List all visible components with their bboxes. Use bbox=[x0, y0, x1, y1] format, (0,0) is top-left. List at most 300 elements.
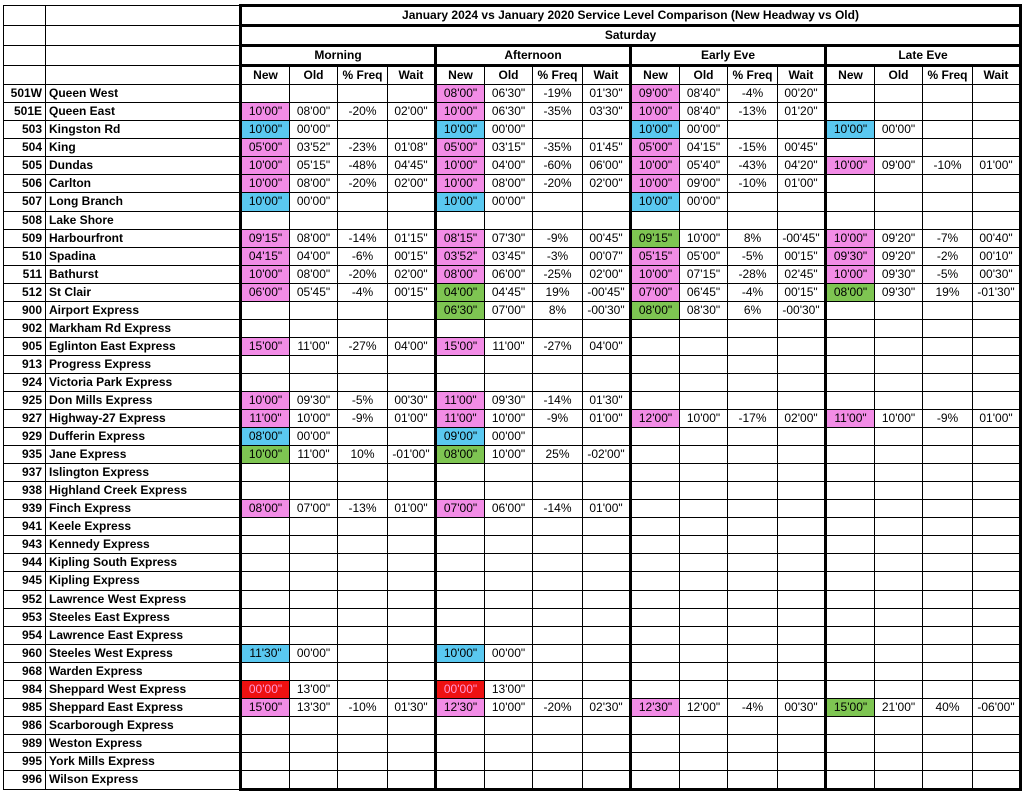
empty-cell bbox=[241, 554, 290, 572]
freq-change-cell: -9% bbox=[533, 410, 583, 428]
empty-cell bbox=[533, 770, 583, 789]
freq-change-cell: -20% bbox=[338, 103, 388, 121]
new-headway-cell: 11'00" bbox=[436, 410, 485, 428]
empty-cell bbox=[826, 716, 875, 734]
table-row bbox=[4, 319, 1021, 337]
wait-change-cell bbox=[388, 680, 436, 698]
empty-cell bbox=[680, 572, 728, 590]
wait-change-cell: -00'45" bbox=[778, 229, 826, 247]
empty-cell bbox=[533, 319, 583, 337]
empty-cell bbox=[973, 590, 1021, 608]
table-row bbox=[4, 373, 1021, 391]
empty-cell bbox=[826, 482, 875, 500]
freq-change-cell: -9% bbox=[338, 410, 388, 428]
empty-cell bbox=[533, 752, 583, 770]
empty-cell bbox=[778, 680, 826, 698]
empty-cell bbox=[778, 716, 826, 734]
empty-cell bbox=[338, 662, 388, 680]
route-number: 941 bbox=[4, 518, 46, 536]
empty-cell bbox=[583, 518, 631, 536]
empty-cell bbox=[485, 734, 533, 752]
empty-cell bbox=[436, 554, 485, 572]
route-name: Dundas bbox=[46, 157, 241, 175]
freq-change-cell: -20% bbox=[533, 698, 583, 716]
old-headway-cell: 09'20" bbox=[875, 247, 923, 265]
old-headway-cell: 09'00" bbox=[680, 175, 728, 193]
route-number: 945 bbox=[4, 572, 46, 590]
table-row bbox=[4, 572, 1021, 590]
empty-cell bbox=[680, 608, 728, 626]
empty-cell bbox=[680, 536, 728, 554]
empty-cell bbox=[583, 590, 631, 608]
empty-cell bbox=[875, 482, 923, 500]
wait-change-cell: 01'45" bbox=[583, 139, 631, 157]
empty-cell bbox=[338, 518, 388, 536]
empty-cell bbox=[973, 193, 1021, 211]
old-headway-cell: 12'00" bbox=[680, 698, 728, 716]
empty-cell bbox=[875, 139, 923, 157]
wait-change-cell bbox=[388, 428, 436, 446]
old-headway-cell: 00'00" bbox=[485, 644, 533, 662]
old-headway-cell: 10'00" bbox=[290, 410, 338, 428]
empty-cell bbox=[680, 337, 728, 355]
route-number: 937 bbox=[4, 464, 46, 482]
empty-cell bbox=[680, 428, 728, 446]
empty-cell bbox=[290, 626, 338, 644]
empty-cell bbox=[436, 536, 485, 554]
empty-cell bbox=[973, 770, 1021, 789]
route-number: 507 bbox=[4, 193, 46, 211]
wait-change-cell: 00'15" bbox=[388, 283, 436, 301]
freq-change-cell: -14% bbox=[338, 229, 388, 247]
empty-cell bbox=[680, 211, 728, 229]
empty-cell bbox=[728, 734, 778, 752]
empty-cell bbox=[436, 734, 485, 752]
wait-change-cell: 01'30" bbox=[583, 391, 631, 409]
empty-cell bbox=[778, 355, 826, 373]
new-headway-cell: 10'00" bbox=[631, 193, 680, 211]
new-headway-cell: 10'00" bbox=[436, 103, 485, 121]
freq-change-cell: -3% bbox=[533, 247, 583, 265]
empty-cell bbox=[485, 662, 533, 680]
empty-cell bbox=[826, 193, 875, 211]
route-name: Harbourfront bbox=[46, 229, 241, 247]
route-number: 985 bbox=[4, 698, 46, 716]
empty-cell bbox=[778, 734, 826, 752]
empty-cell bbox=[290, 355, 338, 373]
old-headway-cell: 08'00" bbox=[290, 265, 338, 283]
empty-cell bbox=[728, 716, 778, 734]
route-number: 953 bbox=[4, 608, 46, 626]
old-headway-cell: 06'30" bbox=[485, 103, 533, 121]
empty-cell bbox=[923, 590, 973, 608]
empty-cell bbox=[826, 590, 875, 608]
empty-cell bbox=[631, 752, 680, 770]
route-name: Progress Express bbox=[46, 355, 241, 373]
table-row bbox=[4, 716, 1021, 734]
new-headway-cell: 10'00" bbox=[826, 157, 875, 175]
empty-cell bbox=[290, 572, 338, 590]
empty-cell bbox=[875, 193, 923, 211]
empty-cell bbox=[436, 464, 485, 482]
freq-change-cell: -35% bbox=[533, 139, 583, 157]
empty-cell bbox=[923, 337, 973, 355]
old-headway-cell: 05'00" bbox=[680, 247, 728, 265]
new-headway-cell: 12'30" bbox=[631, 698, 680, 716]
wait-change-cell: 01'20" bbox=[778, 103, 826, 121]
new-headway-cell: 10'00" bbox=[631, 157, 680, 175]
empty-cell bbox=[338, 536, 388, 554]
empty-cell bbox=[728, 518, 778, 536]
subcolumn-header-new: New bbox=[241, 66, 290, 85]
empty-cell bbox=[583, 482, 631, 500]
empty-cell bbox=[338, 716, 388, 734]
empty-cell bbox=[388, 518, 436, 536]
empty-cell bbox=[631, 337, 680, 355]
empty-cell bbox=[631, 554, 680, 572]
table-row bbox=[4, 85, 1021, 103]
empty-cell bbox=[973, 103, 1021, 121]
subcolumn-header-wait: Wait bbox=[388, 66, 436, 85]
table-row bbox=[4, 211, 1021, 229]
table-row bbox=[4, 428, 1021, 446]
route-number: 935 bbox=[4, 446, 46, 464]
empty-cell bbox=[728, 608, 778, 626]
empty-cell bbox=[875, 391, 923, 409]
route-number: 938 bbox=[4, 482, 46, 500]
empty-cell bbox=[241, 536, 290, 554]
empty-cell bbox=[388, 716, 436, 734]
table-row bbox=[4, 518, 1021, 536]
empty-cell bbox=[680, 716, 728, 734]
route-number: 509 bbox=[4, 229, 46, 247]
wait-change-cell bbox=[778, 193, 826, 211]
wait-change-cell: 00'30" bbox=[778, 698, 826, 716]
freq-change-cell: -13% bbox=[728, 103, 778, 121]
empty-cell bbox=[973, 391, 1021, 409]
new-headway-cell: 10'00" bbox=[241, 446, 290, 464]
empty-cell bbox=[680, 391, 728, 409]
empty-cell bbox=[875, 716, 923, 734]
table-row bbox=[4, 464, 1021, 482]
empty-cell bbox=[973, 85, 1021, 103]
empty-cell bbox=[533, 662, 583, 680]
freq-change-cell: -14% bbox=[533, 391, 583, 409]
empty-cell bbox=[436, 211, 485, 229]
empty-cell bbox=[923, 391, 973, 409]
empty-cell bbox=[778, 644, 826, 662]
wait-change-cell bbox=[583, 428, 631, 446]
empty-cell bbox=[973, 626, 1021, 644]
wait-change-cell bbox=[388, 644, 436, 662]
route-name: Eglinton East Express bbox=[46, 337, 241, 355]
empty-cell bbox=[388, 355, 436, 373]
old-headway-cell: 08'30" bbox=[680, 301, 728, 319]
freq-change-cell: -20% bbox=[338, 265, 388, 283]
table-row bbox=[4, 662, 1021, 680]
empty-cell bbox=[875, 446, 923, 464]
route-name: Queen West bbox=[46, 85, 241, 103]
empty-cell bbox=[533, 355, 583, 373]
freq-change-cell: -5% bbox=[728, 247, 778, 265]
corner-cell bbox=[46, 6, 241, 26]
empty-cell bbox=[241, 211, 290, 229]
empty-cell bbox=[973, 319, 1021, 337]
wait-change-cell: 01'00" bbox=[778, 175, 826, 193]
new-headway-cell: 08'00" bbox=[241, 500, 290, 518]
table-row bbox=[4, 103, 1021, 121]
empty-cell bbox=[680, 752, 728, 770]
empty-cell bbox=[631, 716, 680, 734]
empty-cell bbox=[338, 734, 388, 752]
freq-change-cell: 19% bbox=[923, 283, 973, 301]
empty-cell bbox=[923, 103, 973, 121]
wait-change-cell bbox=[388, 193, 436, 211]
freq-change-cell: -35% bbox=[533, 103, 583, 121]
wait-change-cell bbox=[583, 644, 631, 662]
empty-cell bbox=[728, 752, 778, 770]
new-headway-cell: 15'00" bbox=[436, 337, 485, 355]
route-name: Lawrence West Express bbox=[46, 590, 241, 608]
empty-cell bbox=[826, 500, 875, 518]
freq-change-cell: 8% bbox=[533, 301, 583, 319]
empty-cell bbox=[973, 337, 1021, 355]
empty-cell bbox=[533, 518, 583, 536]
empty-cell bbox=[778, 554, 826, 572]
table-body bbox=[4, 85, 1021, 790]
empty-cell bbox=[728, 482, 778, 500]
old-headway-cell: 04'00" bbox=[290, 247, 338, 265]
empty-cell bbox=[388, 211, 436, 229]
empty-cell bbox=[631, 211, 680, 229]
empty-cell bbox=[875, 536, 923, 554]
empty-cell bbox=[875, 355, 923, 373]
table-row bbox=[4, 608, 1021, 626]
wait-change-cell: 02'00" bbox=[583, 265, 631, 283]
empty-cell bbox=[631, 373, 680, 391]
empty-cell bbox=[583, 319, 631, 337]
new-headway-cell: 08'00" bbox=[631, 301, 680, 319]
old-headway-cell: 06'00" bbox=[485, 265, 533, 283]
new-headway-cell: 10'00" bbox=[436, 193, 485, 211]
empty-cell bbox=[338, 85, 388, 103]
empty-cell bbox=[338, 482, 388, 500]
empty-cell bbox=[728, 500, 778, 518]
old-headway-cell: 11'00" bbox=[290, 337, 338, 355]
day-header: Saturday bbox=[241, 26, 1021, 46]
empty-cell bbox=[436, 770, 485, 789]
empty-cell bbox=[338, 770, 388, 789]
empty-cell bbox=[875, 464, 923, 482]
subcolumn-header-old: Old bbox=[680, 66, 728, 85]
empty-cell bbox=[826, 734, 875, 752]
empty-cell bbox=[583, 572, 631, 590]
empty-cell bbox=[485, 590, 533, 608]
freq-change-cell: -23% bbox=[338, 139, 388, 157]
freq-change-cell bbox=[533, 193, 583, 211]
corner-cell bbox=[46, 66, 241, 85]
period-header-late-eve: Late Eve bbox=[826, 46, 1021, 66]
empty-cell bbox=[923, 355, 973, 373]
wait-change-cell: -01'00" bbox=[388, 446, 436, 464]
empty-cell bbox=[485, 626, 533, 644]
empty-cell bbox=[875, 770, 923, 789]
empty-cell bbox=[631, 608, 680, 626]
empty-cell bbox=[631, 662, 680, 680]
freq-change-cell: -20% bbox=[533, 175, 583, 193]
subcolumn-header-freq: % Freq bbox=[923, 66, 973, 85]
empty-cell bbox=[680, 770, 728, 789]
empty-cell bbox=[875, 319, 923, 337]
empty-cell bbox=[875, 337, 923, 355]
empty-cell bbox=[680, 734, 728, 752]
table-row bbox=[4, 734, 1021, 752]
route-name: Don Mills Express bbox=[46, 391, 241, 409]
new-headway-cell: 09'00" bbox=[631, 85, 680, 103]
route-number: 511 bbox=[4, 265, 46, 283]
empty-cell bbox=[728, 536, 778, 554]
empty-cell bbox=[241, 626, 290, 644]
empty-cell bbox=[973, 482, 1021, 500]
old-headway-cell: 08'00" bbox=[290, 229, 338, 247]
old-headway-cell: 10'00" bbox=[485, 446, 533, 464]
route-number: 939 bbox=[4, 500, 46, 518]
empty-cell bbox=[631, 572, 680, 590]
empty-cell bbox=[778, 626, 826, 644]
empty-cell bbox=[778, 337, 826, 355]
route-number: 995 bbox=[4, 752, 46, 770]
empty-cell bbox=[631, 626, 680, 644]
empty-cell bbox=[728, 572, 778, 590]
route-number: 902 bbox=[4, 319, 46, 337]
empty-cell bbox=[923, 428, 973, 446]
new-headway-cell: 12'30" bbox=[436, 698, 485, 716]
route-number: 929 bbox=[4, 428, 46, 446]
empty-cell bbox=[728, 662, 778, 680]
old-headway-cell: 00'00" bbox=[680, 121, 728, 139]
empty-cell bbox=[485, 355, 533, 373]
empty-cell bbox=[241, 85, 290, 103]
new-headway-cell: 09'15" bbox=[241, 229, 290, 247]
wait-change-cell: 04'20" bbox=[778, 157, 826, 175]
route-name: Markham Rd Express bbox=[46, 319, 241, 337]
empty-cell bbox=[826, 337, 875, 355]
empty-cell bbox=[388, 464, 436, 482]
route-number: 501E bbox=[4, 103, 46, 121]
route-number: 927 bbox=[4, 410, 46, 428]
freq-change-cell bbox=[533, 121, 583, 139]
empty-cell bbox=[973, 301, 1021, 319]
subcolumn-header-wait: Wait bbox=[583, 66, 631, 85]
wait-change-cell: 02'00" bbox=[583, 175, 631, 193]
wait-change-cell: 02'00" bbox=[388, 175, 436, 193]
table-row bbox=[4, 536, 1021, 554]
corner-cell bbox=[4, 6, 46, 26]
empty-cell bbox=[338, 301, 388, 319]
wait-change-cell: 01'30" bbox=[583, 85, 631, 103]
subcolumn-header-freq: % Freq bbox=[728, 66, 778, 85]
new-headway-cell: 10'00" bbox=[826, 229, 875, 247]
empty-cell bbox=[875, 644, 923, 662]
empty-cell bbox=[728, 770, 778, 789]
empty-cell bbox=[290, 608, 338, 626]
empty-cell bbox=[923, 500, 973, 518]
empty-cell bbox=[290, 716, 338, 734]
old-headway-cell: 00'00" bbox=[290, 193, 338, 211]
route-number: 925 bbox=[4, 391, 46, 409]
route-number: 501W bbox=[4, 85, 46, 103]
empty-cell bbox=[388, 373, 436, 391]
empty-cell bbox=[290, 536, 338, 554]
empty-cell bbox=[973, 464, 1021, 482]
empty-cell bbox=[826, 373, 875, 391]
freq-change-cell bbox=[923, 121, 973, 139]
empty-cell bbox=[290, 85, 338, 103]
empty-cell bbox=[728, 319, 778, 337]
empty-cell bbox=[485, 770, 533, 789]
route-number: 954 bbox=[4, 626, 46, 644]
corner-cell bbox=[4, 46, 46, 66]
empty-cell bbox=[826, 391, 875, 409]
old-headway-cell: 04'00" bbox=[485, 157, 533, 175]
empty-cell bbox=[875, 518, 923, 536]
empty-cell bbox=[485, 482, 533, 500]
empty-cell bbox=[583, 536, 631, 554]
old-headway-cell: 03'52" bbox=[290, 139, 338, 157]
empty-cell bbox=[778, 608, 826, 626]
wait-change-cell: 00'10" bbox=[973, 247, 1021, 265]
old-headway-cell: 08'00" bbox=[485, 175, 533, 193]
empty-cell bbox=[728, 211, 778, 229]
empty-cell bbox=[875, 103, 923, 121]
freq-change-cell: -48% bbox=[338, 157, 388, 175]
empty-cell bbox=[680, 644, 728, 662]
wait-change-cell: 00'07" bbox=[583, 247, 631, 265]
wait-change-cell: 02'45" bbox=[778, 265, 826, 283]
empty-cell bbox=[436, 355, 485, 373]
freq-change-cell: 6% bbox=[728, 301, 778, 319]
empty-cell bbox=[631, 355, 680, 373]
empty-cell bbox=[923, 644, 973, 662]
route-number: 905 bbox=[4, 337, 46, 355]
empty-cell bbox=[923, 518, 973, 536]
empty-cell bbox=[728, 355, 778, 373]
empty-cell bbox=[338, 572, 388, 590]
empty-cell bbox=[436, 716, 485, 734]
empty-cell bbox=[436, 626, 485, 644]
freq-change-cell: -5% bbox=[923, 265, 973, 283]
new-headway-cell: 08'00" bbox=[436, 446, 485, 464]
old-headway-cell: 09'30" bbox=[290, 391, 338, 409]
empty-cell bbox=[728, 590, 778, 608]
new-headway-cell: 10'00" bbox=[436, 644, 485, 662]
freq-change-cell bbox=[338, 121, 388, 139]
new-headway-cell: 05'00" bbox=[631, 139, 680, 157]
freq-change-cell: -10% bbox=[728, 175, 778, 193]
empty-cell bbox=[680, 590, 728, 608]
empty-cell bbox=[826, 554, 875, 572]
freq-change-cell: -10% bbox=[338, 698, 388, 716]
freq-change-cell: -4% bbox=[728, 283, 778, 301]
empty-cell bbox=[631, 536, 680, 554]
empty-cell bbox=[583, 608, 631, 626]
empty-cell bbox=[728, 428, 778, 446]
empty-cell bbox=[631, 464, 680, 482]
wait-change-cell: -00'30" bbox=[778, 301, 826, 319]
empty-cell bbox=[826, 103, 875, 121]
wait-change-cell bbox=[778, 121, 826, 139]
empty-cell bbox=[631, 734, 680, 752]
